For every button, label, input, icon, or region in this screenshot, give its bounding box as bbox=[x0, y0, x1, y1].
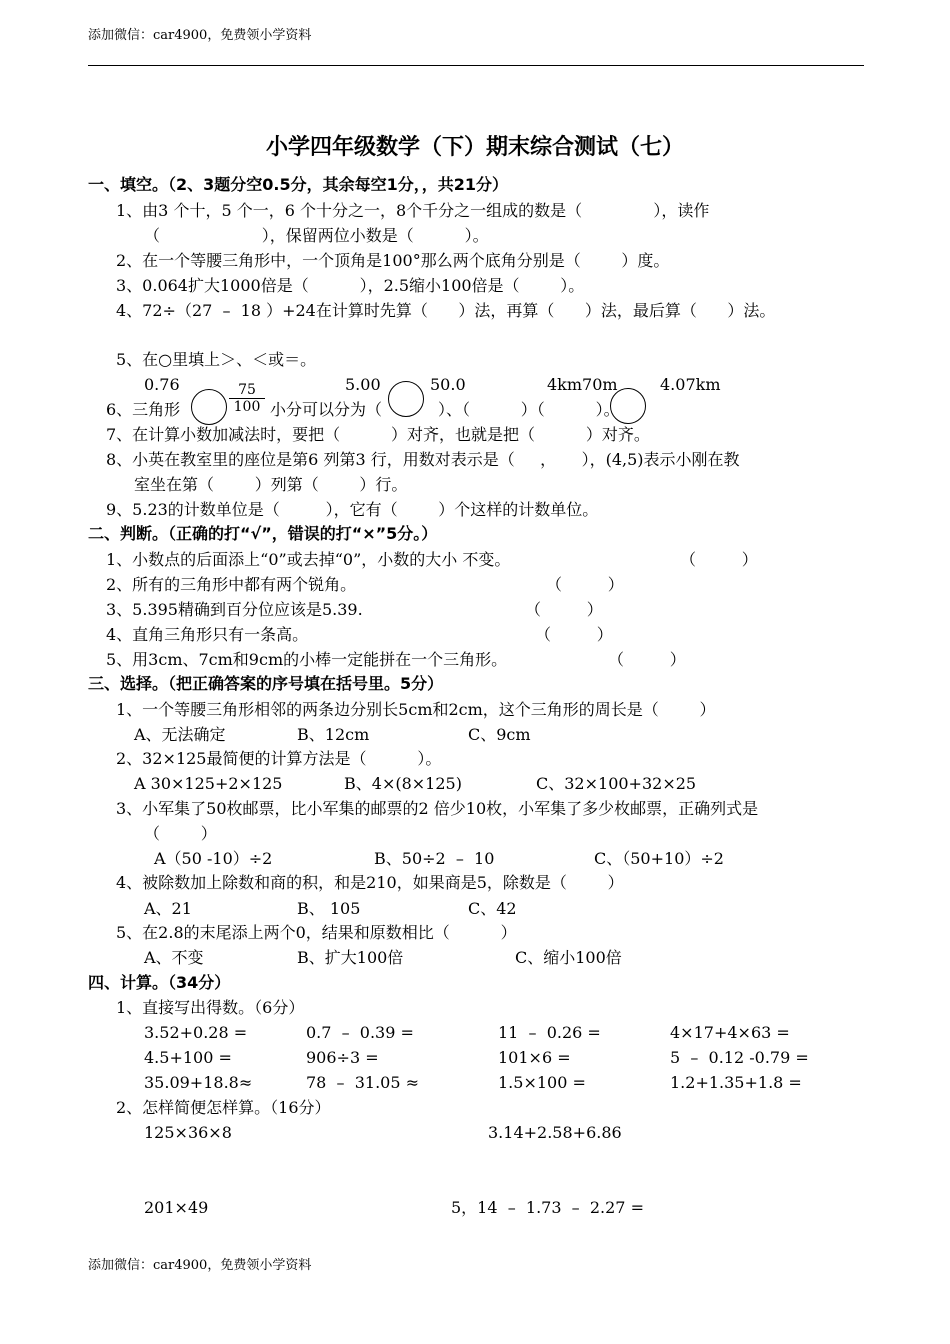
s1-q7: 7、在计算小数加减法时，要把（ ）对齐，也就是把（ ）对齐。 bbox=[106, 425, 650, 444]
s3-q1-option: B、12cm bbox=[297, 725, 370, 744]
calc-item: 1.5×100 = bbox=[498, 1073, 586, 1092]
compare-value: 4km70m bbox=[547, 375, 618, 394]
s1-q9: 9、5.23的计数单位是（ ），它有（ ）个这样的计数单位。 bbox=[106, 500, 599, 519]
calc-item: 906÷3 = bbox=[306, 1048, 379, 1067]
s3-q2-option: B、4×(8×125) bbox=[344, 774, 462, 793]
s3-q4-option: C、42 bbox=[468, 899, 517, 918]
calc-item: 78 – 31.05 ≈ bbox=[306, 1073, 419, 1092]
simplify-expr: 201×49 bbox=[144, 1198, 209, 1217]
compare-value: 50.0 bbox=[430, 375, 466, 394]
s3-q2-option: C、32×100+32×25 bbox=[536, 774, 697, 793]
s3-q4-option: A、21 bbox=[144, 899, 192, 918]
s3-q1: 1、一个等腰三角形相邻的两条边分别长5cm和2cm，这个三角形的周长是（ ） bbox=[116, 700, 716, 719]
s2-q1: 1、小数点的后面添上“0”或去掉“0”，小数的大小 不变。 bbox=[106, 550, 511, 569]
s1-q3: 3、0.064扩大1000倍是（ ），2.5缩小100倍是（ ）。 bbox=[116, 276, 585, 295]
compare-value: 5.00 bbox=[345, 375, 381, 394]
s3-q4: 4、被除数加上除数和商的积，和是210，如果商是5，除数是（ ） bbox=[116, 873, 624, 892]
simplify-expr: 5，14 – 1.73 – 2.27 = bbox=[451, 1198, 644, 1217]
section-1-heading: 一、填空。（2、3题分空0.5分，其余每空1分，，共21分） bbox=[88, 175, 509, 194]
s1-q8-line2: 室坐在第（ ）列第（ ）行。 bbox=[134, 475, 408, 494]
compare-value: 4.07km bbox=[660, 375, 721, 394]
section-4-heading: 四、计算。（34分） bbox=[88, 973, 231, 992]
calc-item: 11 – 0.26 = bbox=[498, 1023, 601, 1042]
s1-q5: 5、在○里填上＞、＜或＝。 bbox=[116, 350, 317, 369]
s3-q5: 5、在2.8的末尾添上两个0，结果和原数相比（ ） bbox=[116, 923, 517, 942]
s3-q3-line2: （ ） bbox=[144, 824, 217, 843]
calc-item: 101×6 = bbox=[498, 1048, 571, 1067]
simplify-expr: 3.14+2.58+6.86 bbox=[488, 1123, 622, 1142]
s2-q3: 3、5.395精确到百分位应该是5.39. bbox=[106, 600, 363, 619]
s1-q8-line1: 8、小英在教室里的座位是第6 列第3 行，用数对表示是（ ， ），(4,5)表示小刚在教 bbox=[106, 450, 740, 469]
footer-note: 添加微信：car4900，免费领小学资料 bbox=[88, 1258, 312, 1273]
s2-q3-blank[interactable]: （ ） bbox=[525, 600, 603, 619]
header-rule bbox=[88, 65, 864, 66]
s2-q4: 4、直角三角形只有一条高。 bbox=[106, 625, 309, 644]
s3-q2: 2、32×125最简便的计算方法是（ ）。 bbox=[116, 749, 442, 768]
s1-q6: 小分可以分为（ ）、（ ）（ ）。 bbox=[270, 400, 620, 419]
s2-q2: 2、所有的三角形中都有两个锐角。 bbox=[106, 575, 357, 594]
compare-value: 0.76 bbox=[144, 375, 180, 394]
s3-q1-option: A、无法确定 bbox=[134, 725, 226, 744]
s3-q3-option: B、50÷2 – 10 bbox=[374, 849, 495, 868]
s3-q5-option: C、缩小100倍 bbox=[515, 948, 622, 967]
s2-q1-blank[interactable]: （ ） bbox=[680, 550, 758, 569]
s3-q1-option: C、9cm bbox=[468, 725, 531, 744]
s2-q5-blank[interactable]: （ ） bbox=[608, 650, 686, 669]
s1-q2: 2、在一个等腰三角形中，一个顶角是100°那么两个底角分别是（ ）度。 bbox=[116, 251, 670, 270]
calc-item: 5 – 0.12 -0.79 = bbox=[670, 1048, 809, 1067]
compare-circle-1[interactable] bbox=[191, 389, 227, 425]
s1-q4: 4、72÷（27 – 18 ）+24在计算时先算（ ）法，再算（ ）法，最后算（ ）法。 bbox=[116, 301, 776, 320]
s3-q2-option: A 30×125+2×125 bbox=[134, 774, 283, 793]
fraction bbox=[229, 383, 265, 414]
calc-item: 3.52+0.28 = bbox=[144, 1023, 248, 1042]
s1-q1-line2: （ ），保留两位小数是（ ）。 bbox=[144, 226, 489, 245]
s3-q3-option: C、（50+10）÷2 bbox=[594, 849, 724, 868]
s2-q5: 5、用3cm、7cm和9cm的小棒一定能拼在一个三角形。 bbox=[106, 650, 508, 669]
s3-q5-option: A、不变 bbox=[144, 948, 204, 967]
s4-part1: 1、直接写出得数。（6分） bbox=[116, 998, 305, 1017]
calc-item: 0.7 – 0.39 = bbox=[306, 1023, 414, 1042]
calc-item: 4×17+4×63 = bbox=[670, 1023, 790, 1042]
section-2-heading: 二、判断。（正确的打“√”，错误的打“×”5分。） bbox=[88, 524, 438, 543]
fraction-numerator: 75 bbox=[229, 383, 265, 399]
fraction-denominator: 100 bbox=[233, 399, 261, 415]
s2-q2-blank[interactable]: （ ） bbox=[546, 575, 624, 594]
simplify-expr: 125×36×8 bbox=[144, 1123, 232, 1142]
page-title: 小学四年级数学（下）期末综合测试（七） bbox=[265, 135, 684, 160]
calc-item: 1.2+1.35+1.8 = bbox=[670, 1073, 802, 1092]
s3-q3-line1: 3、小军集了50枚邮票，比小军集的邮票的2 倍少10枚，小军集了多少枚邮票，正确列式是 bbox=[116, 799, 759, 818]
s3-q3-option: A（50 -10）÷2 bbox=[154, 849, 273, 868]
calc-item: 35.09+18.8≈ bbox=[144, 1073, 253, 1092]
s1-q1-line1: 1、由3 个十，5 个一，6 个十分之一，8个千分之一组成的数是（ ），读作 bbox=[116, 201, 710, 220]
s2-q4-blank[interactable]: （ ） bbox=[535, 625, 613, 644]
s1-q6-lead: 6、三角形 bbox=[106, 400, 181, 419]
s4-part2: 2、怎样简便怎样算。（16分） bbox=[116, 1098, 331, 1117]
section-3-heading: 三、选择。（把正确答案的序号填在括号里。5分） bbox=[88, 674, 444, 693]
header-note: 添加微信：car4900，免费领小学资料 bbox=[88, 28, 312, 43]
s3-q4-option: B、 105 bbox=[297, 899, 361, 918]
calc-item: 4.5+100 = bbox=[144, 1048, 232, 1067]
s3-q5-option: B、扩大100倍 bbox=[297, 948, 404, 967]
